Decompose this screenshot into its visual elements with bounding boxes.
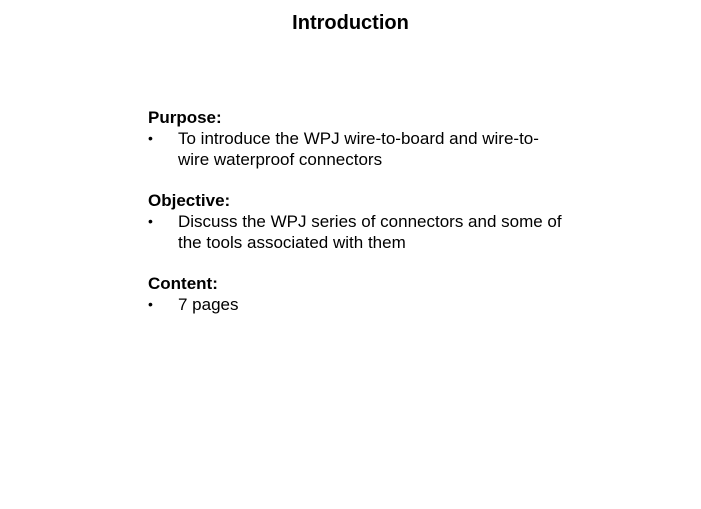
bullet-item — [148, 128, 568, 170]
slide-title: Introduction — [292, 12, 409, 34]
bullet-dot-icon: • — [148, 130, 153, 146]
bullet-text: 7 pages — [178, 295, 239, 314]
bullet-list — [148, 211, 568, 253]
section-objective — [148, 190, 568, 253]
section-content — [148, 273, 568, 315]
slide-content — [148, 107, 568, 335]
section-purpose — [148, 107, 568, 170]
section-heading: Objective: — [148, 191, 231, 210]
bullet-dot-icon: • — [148, 296, 153, 312]
bullet-item — [148, 294, 568, 315]
bullet-list — [148, 128, 568, 170]
bullet-text: To introduce the WPJ wire-to-board and wire-to-wire waterproof connectors — [178, 129, 539, 169]
bullet-text: Discuss the WPJ series of connectors and some of the tools associated with them — [178, 212, 562, 252]
section-heading: Purpose: — [148, 108, 222, 127]
bullet-dot-icon: • — [148, 213, 153, 229]
bullet-list — [148, 294, 568, 315]
section-heading: Content: — [148, 274, 218, 293]
bullet-item — [148, 211, 568, 253]
